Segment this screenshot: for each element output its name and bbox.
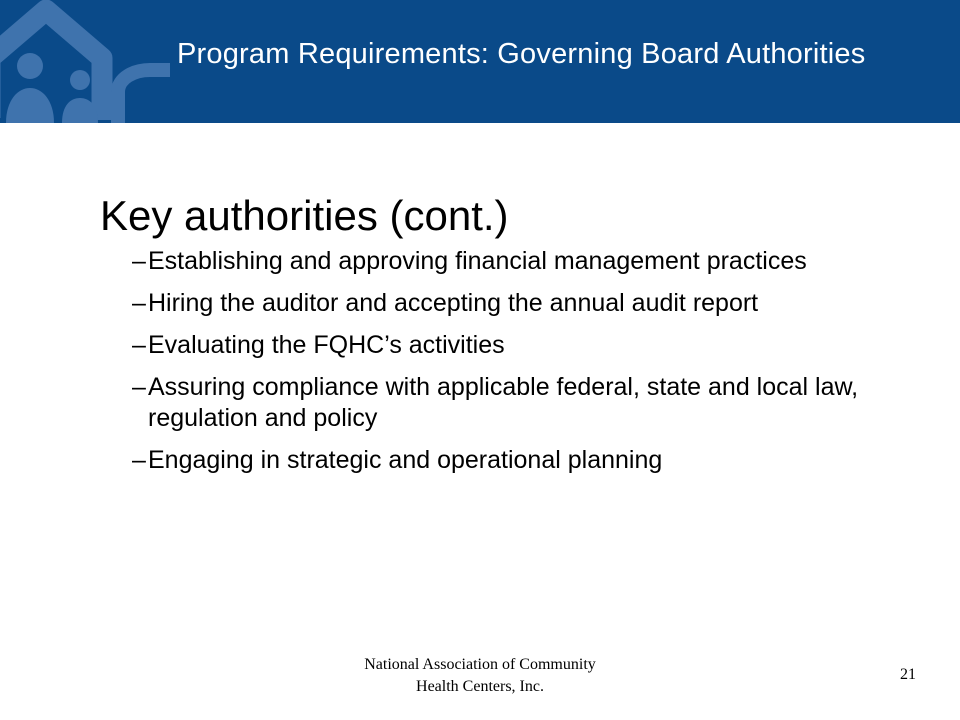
footer-organization: National Association of Community Health Centers, Inc. [364, 656, 596, 695]
list-item-text: Establishing and approving financial management practices [148, 247, 807, 275]
section-heading: Key authorities (cont.) [100, 192, 509, 239]
slide-body [100, 188, 880, 487]
authorities-list [100, 246, 880, 476]
title-banner [0, 0, 960, 123]
dash-bullet-icon: – [132, 446, 146, 474]
slide-title: Program Requirements: Governing Board Authorities [177, 38, 866, 70]
dash-bullet-icon: – [132, 331, 146, 359]
dash-bullet-icon: – [132, 289, 146, 317]
list-item-text: Hiring the auditor and accepting the annual audit report [148, 289, 759, 317]
list-item [132, 445, 880, 476]
list-item [132, 330, 880, 361]
dash-bullet-icon: – [132, 247, 146, 275]
list-item-text: Assuring compliance with applicable federal, state and local law, regulation and policy [148, 373, 859, 432]
page-number: 21 [900, 666, 916, 683]
house-people-logo-icon [0, 0, 170, 123]
list-item [132, 372, 880, 434]
list-item [132, 288, 880, 319]
dash-bullet-icon: – [132, 373, 146, 401]
list-item-text: Engaging in strategic and operational planning [148, 446, 663, 474]
list-item [132, 246, 880, 277]
list-item-text: Evaluating the FQHC’s activities [148, 331, 505, 359]
